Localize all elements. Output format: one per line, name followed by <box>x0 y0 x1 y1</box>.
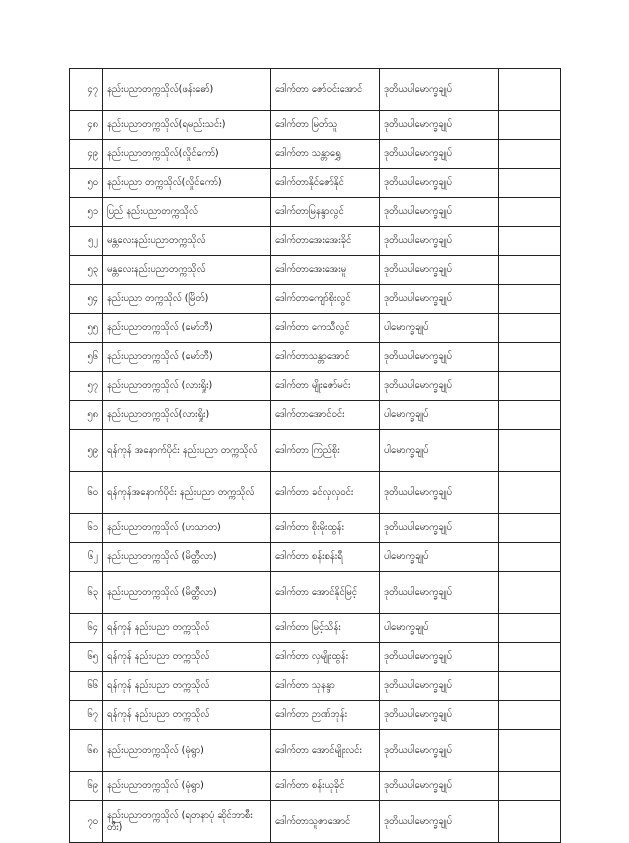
remarks-cell <box>499 372 561 401</box>
name-cell: ဒေါက်တာ ခင်လှလှဝင်း <box>271 472 380 514</box>
institution-cell: နည်းပညာတက္ကသိုလ်(လှိုင်ကော်) <box>103 140 271 169</box>
table-row <box>70 256 561 285</box>
table-row <box>70 227 561 256</box>
row-number: ၅၅ <box>70 314 103 343</box>
remarks-cell <box>499 801 561 843</box>
institution-cell: နည်းပညာတက္ကသိုလ် (မော်ဘီ) <box>103 314 271 343</box>
rank-cell: ဒုတိယပါမောက္ခချုပ် <box>380 472 499 514</box>
institution-cell: ရန်ကုန်အနောက်ပိုင်း နည်းပညာ တက္ကသိုလ် <box>103 472 271 514</box>
name-cell: ဒေါက်တာကျော်စိုးလွင် <box>271 285 380 314</box>
institution-cell: ပြည် နည်းပညာတက္ကသိုလ် <box>103 198 271 227</box>
table-row <box>70 801 561 843</box>
rank-cell: ဒုတိယပါမောက္ခချုပ် <box>380 285 499 314</box>
rank-cell: ဒုတိယပါမောက္ခချုပ် <box>380 69 499 111</box>
institution-cell: ရန်ကုန် နည်းပညာ တက္ကသိုလ် <box>103 672 271 701</box>
name-cell: ဒေါက်တာ အောင်မျိုးလင်း <box>271 730 380 772</box>
name-cell: ဒေါက်တာအေးအေးမူ <box>271 256 380 285</box>
name-cell: ဒေါက်တာ ကြည်စိုး <box>271 430 380 472</box>
rank-cell: ဒုတိယပါမောက္ခချုပ် <box>380 372 499 401</box>
table-row <box>70 372 561 401</box>
institution-cell: နည်းပညာ တက္ကသိုလ်(လှိုင်ကော်) <box>103 169 271 198</box>
remarks-cell <box>499 543 561 572</box>
row-number: ၅၆ <box>70 343 103 372</box>
remarks-cell <box>499 343 561 372</box>
institution-cell: နည်းပညာတက္ကသိုလ်(လားရှိုး) <box>103 401 271 430</box>
row-number: ၄၉ <box>70 140 103 169</box>
rank-cell: ပါမောက္ခချုပ် <box>380 401 499 430</box>
institution-cell: နည်းပညာတက္ကသိုလ် (မုံရွာ) <box>103 730 271 772</box>
row-number: ၅၁ <box>70 198 103 227</box>
name-cell: ဒေါက်တာ ကေသီလွင် <box>271 314 380 343</box>
name-cell: ဒေါက်တာ စိုးမိုးထွန်း <box>271 514 380 543</box>
name-cell: ဒေါက်တာနိုင်ဇော်နိုင် <box>271 169 380 198</box>
staff-table-body <box>70 69 561 843</box>
rank-cell: ဒုတိယပါမောက္ခချုပ် <box>380 772 499 801</box>
rank-cell: ဒုတိယပါမောက္ခချုပ် <box>380 701 499 730</box>
remarks-cell <box>499 701 561 730</box>
rank-cell: ဒုတိယပါမောက္ခချုပ် <box>380 672 499 701</box>
remarks-cell <box>499 430 561 472</box>
row-number: ၅၀ <box>70 169 103 198</box>
name-cell: ဒေါက်တာအောင်ဝင်း <box>271 401 380 430</box>
name-cell: ဒေါက်တာ မျိုးဇော်မင်း <box>271 372 380 401</box>
rank-cell: ဒုတိယပါမောက္ခချုပ် <box>380 730 499 772</box>
institution-cell: နည်းပညာတက္ကသိုလ် (မိတ္ထီလာ) <box>103 543 271 572</box>
row-number: ၆၈ <box>70 730 103 772</box>
table-row <box>70 643 561 672</box>
remarks-cell <box>499 572 561 614</box>
rank-cell: ဒုတိယပါမောက္ခချုပ် <box>380 343 499 372</box>
institution-cell: နည်းပညာတက္ကသိုလ် (မော်ဘီ) <box>103 343 271 372</box>
table-row <box>70 730 561 772</box>
table-row <box>70 401 561 430</box>
remarks-cell <box>499 514 561 543</box>
staff-table <box>69 68 561 843</box>
institution-cell: ရန်ကုန် နည်းပညာ တက္ကသိုလ် <box>103 614 271 643</box>
rank-cell: ပါမောက္ခချုပ် <box>380 614 499 643</box>
remarks-cell <box>499 401 561 430</box>
table-row <box>70 314 561 343</box>
remarks-cell <box>499 140 561 169</box>
name-cell: ဒေါက်တာ သုနန္ဒာ <box>271 672 380 701</box>
name-cell: ဒေါက်တာ ဇော်ဝင်းအောင် <box>271 69 380 111</box>
row-number: ၅၇ <box>70 372 103 401</box>
row-number: ၆၂ <box>70 543 103 572</box>
remarks-cell <box>499 672 561 701</box>
rank-cell: ဒုတိယပါမောက္ခချုပ် <box>380 198 499 227</box>
rank-cell: ဒုတိယပါမောက္ခချုပ် <box>380 572 499 614</box>
row-number: ၇၀ <box>70 801 103 843</box>
table-row <box>70 572 561 614</box>
rank-cell: ဒုတိယပါမောက္ခချုပ် <box>380 140 499 169</box>
name-cell: ဒေါက်တာ သန္တာရွှေ <box>271 140 380 169</box>
row-number: ၆၀ <box>70 472 103 514</box>
row-number: ၆၁ <box>70 514 103 543</box>
table-row <box>70 198 561 227</box>
rank-cell: ပါမောက္ခချုပ် <box>380 430 499 472</box>
institution-cell: နည်းပညာတက္ကသိုလ် (မုံရွာ) <box>103 772 271 801</box>
table-row <box>70 69 561 111</box>
name-cell: ဒေါက်တာသန္တာအောင် <box>271 343 380 372</box>
institution-cell: ရန်ကုန် အနောက်ပိုင်း နည်းပညာ တက္ကသိုလ် <box>103 430 271 472</box>
institution-cell: နည်းပညာတက္ကသိုလ် (ဟသာတ) <box>103 514 271 543</box>
remarks-cell <box>499 285 561 314</box>
row-number: ၆၇ <box>70 701 103 730</box>
row-number: ၅၄ <box>70 285 103 314</box>
remarks-cell <box>499 227 561 256</box>
name-cell: ဒေါက်တာမြနန္ဒာလွင် <box>271 198 380 227</box>
institution-cell: နည်းပညာ တက္ကသိုလ် (မြိတ်) <box>103 285 271 314</box>
table-row <box>70 472 561 514</box>
name-cell: ဒေါက်တာ မြတ်သူ <box>271 111 380 140</box>
table-row <box>70 285 561 314</box>
rank-cell: ဒုတိယပါမောက္ခချုပ် <box>380 801 499 843</box>
remarks-cell <box>499 198 561 227</box>
rank-cell: ဒုတိယပါမောက္ခချုပ် <box>380 169 499 198</box>
institution-cell: နည်းပညာတက္ကသိုလ်(ဖန်းဓော်) <box>103 69 271 111</box>
row-number: ၆၆ <box>70 672 103 701</box>
institution-cell: မန္တလေးနည်းပညာတက္ကသိုလ် <box>103 227 271 256</box>
row-number: ၅၂ <box>70 227 103 256</box>
row-number: ၆၅ <box>70 643 103 672</box>
name-cell: ဒေါက်တာ စန်းယုခိုင် <box>271 772 380 801</box>
table-row <box>70 514 561 543</box>
row-number: ၆၃ <box>70 572 103 614</box>
table-row <box>70 343 561 372</box>
institution-cell: နည်းပညာတက္ကသိုလ် (မိတ္ထီလာ) <box>103 572 271 614</box>
institution-cell: နည်းပညာတက္ကသိုလ်(ရမည်းသင်း) <box>103 111 271 140</box>
name-cell: ဒေါက်တာအေးအေးခိုင် <box>271 227 380 256</box>
table-row <box>70 169 561 198</box>
institution-cell: မန္တလေးနည်းပညာတက္ကသိုလ် <box>103 256 271 285</box>
row-number: ၄၇ <box>70 69 103 111</box>
row-number: ၆၄ <box>70 614 103 643</box>
remarks-cell <box>499 472 561 514</box>
remarks-cell <box>499 111 561 140</box>
row-number: ၄၈ <box>70 111 103 140</box>
remarks-cell <box>499 730 561 772</box>
name-cell: ဒေါက်တာ ဉာဏ်ဘုန်း <box>271 701 380 730</box>
table-row <box>70 430 561 472</box>
remarks-cell <box>499 69 561 111</box>
rank-cell: ဒုတိယပါမောက္ခချုပ် <box>380 643 499 672</box>
table-row <box>70 140 561 169</box>
row-number: ၅၈ <box>70 401 103 430</box>
institution-cell: နည်းပညာတက္ကသိုလ် (ရတနာပုံ ဆိုင်ဘာစီးတီး) <box>103 801 271 843</box>
table-row <box>70 111 561 140</box>
rank-cell: ဒုတိယပါမောက္ခချုပ် <box>380 227 499 256</box>
remarks-cell <box>499 169 561 198</box>
remarks-cell <box>499 614 561 643</box>
rank-cell: ဒုတိယပါမောက္ခချုပ် <box>380 514 499 543</box>
rank-cell: ပါမောက္ခချုပ် <box>380 314 499 343</box>
name-cell: ဒေါက်တာသူဇာအောင် <box>271 801 380 843</box>
name-cell: ဒေါက်တာ လှမျိုးထွန်း <box>271 643 380 672</box>
remarks-cell <box>499 643 561 672</box>
table-row <box>70 701 561 730</box>
institution-cell: ရန်ကုန် နည်းပညာ တက္ကသိုလ် <box>103 701 271 730</box>
table-row <box>70 614 561 643</box>
rank-cell: ပါမောက္ခချုပ် <box>380 543 499 572</box>
name-cell: ဒေါက်တာ အောင်နိုင်မြင့် <box>271 572 380 614</box>
name-cell: ဒေါက်တာ စန်းစန်းရီ <box>271 543 380 572</box>
remarks-cell <box>499 256 561 285</box>
table-row <box>70 672 561 701</box>
institution-cell: ရန်ကုန် နည်းပညာ တက္ကသိုလ် <box>103 643 271 672</box>
rank-cell: ဒုတိယပါမောက္ခချုပ် <box>380 256 499 285</box>
remarks-cell <box>499 314 561 343</box>
row-number: ၅၉ <box>70 430 103 472</box>
remarks-cell <box>499 772 561 801</box>
row-number: ၅၃ <box>70 256 103 285</box>
row-number: ၆၉ <box>70 772 103 801</box>
rank-cell: ဒုတိယပါမောက္ခချုပ် <box>380 111 499 140</box>
name-cell: ဒေါက်တာ မြင့်သိန်း <box>271 614 380 643</box>
table-row <box>70 772 561 801</box>
institution-cell: နည်းပညာတက္ကသိုလ် (လားရှိုး) <box>103 372 271 401</box>
table-row <box>70 543 561 572</box>
